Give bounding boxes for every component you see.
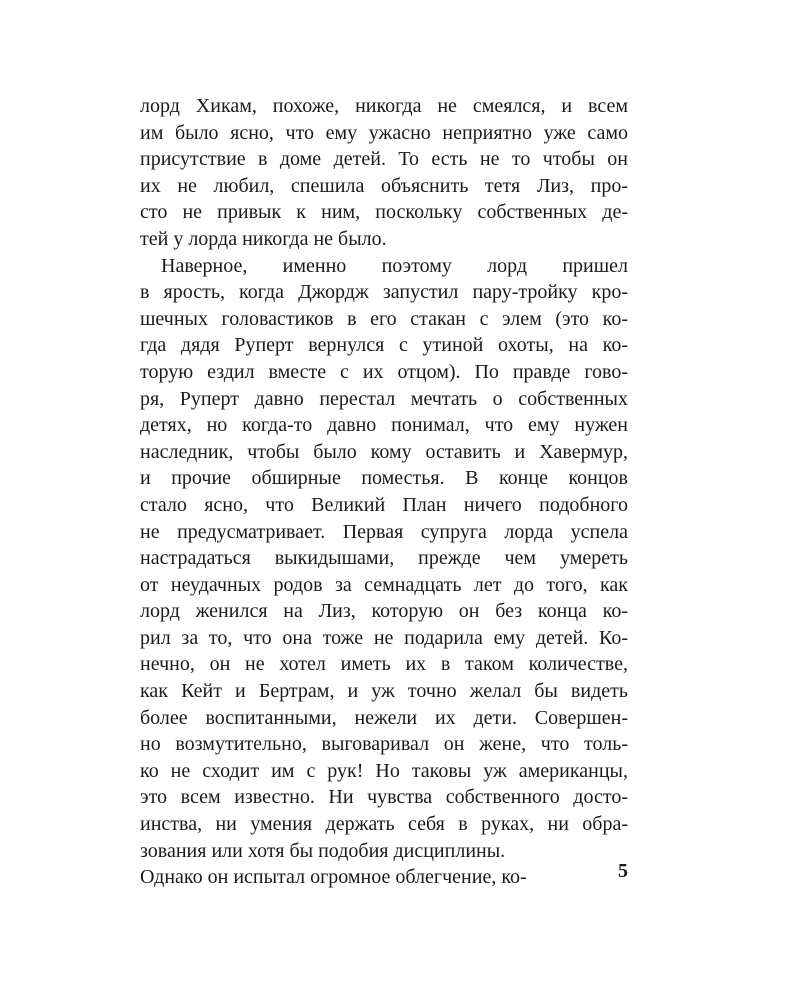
text-line: зования или хотя бы подобия дисциплины. xyxy=(140,839,506,862)
text-line: детях, но когда-то давно понимал, что ему нужен xyxy=(140,414,628,437)
text-line: от неудачных родов за семнадцать лет до того, как xyxy=(140,573,628,596)
paragraph-3 xyxy=(140,864,628,891)
text-line: сто не привык к ним, поскольку собственных де- xyxy=(140,201,628,224)
text-line: в ярость, когда Джордж запустил пару-тройку кро- xyxy=(140,281,628,304)
text-line: ко не сходит им с рук! Но таковы уж американцы, xyxy=(140,759,628,782)
text-line: шечных головастиков в его стакан с элем (это ко- xyxy=(140,307,628,330)
text-line: рил за то, что она тоже не подарила ему детей. Ко- xyxy=(140,626,628,649)
text-line: Однако он испытал огромное облегчение, ко- xyxy=(140,866,527,889)
body-text xyxy=(140,93,628,891)
text-line: нечно, он не хотел иметь их в таком количестве, xyxy=(140,653,628,676)
text-line: настрадаться выкидышами, прежде чем умереть xyxy=(140,547,628,570)
text-line: наследник, чтобы было кому оставить и Хавермур, xyxy=(140,440,628,463)
text-line: не предусматривает. Первая супруга лорда успела xyxy=(140,520,628,543)
text-line: стало ясно, что Великий План ничего подобного xyxy=(140,493,628,516)
page-number: 5 xyxy=(618,860,628,882)
text-line: Наверное, именно поэтому лорд пришел xyxy=(161,254,628,277)
text-line: лорд женился на Лиз, которую он без конца ко- xyxy=(140,600,628,623)
text-line: и прочие обширные поместья. В конце концов xyxy=(140,467,628,490)
text-line: но возмутительно, выговаривал он жене, что толь- xyxy=(140,733,628,756)
text-line: ря, Руперт давно перестал мечтать о собственных xyxy=(140,387,628,410)
paragraph-1 xyxy=(140,93,628,253)
text-line: как Кейт и Бертрам, и уж точно желал бы видеть xyxy=(140,680,628,703)
text-line: это всем известно. Ни чувства собственного досто- xyxy=(140,786,628,809)
paragraph-2 xyxy=(140,253,628,865)
text-line: торую ездил вместе с их отцом). По правде гово- xyxy=(140,360,628,383)
text-line: более воспитанными, нежели их дети. Совершен- xyxy=(140,706,628,729)
text-line: инства, ни умения держать себя в руках, ни обра- xyxy=(140,813,628,836)
text-line: гда дядя Руперт вернулся с утиной охоты, на ко- xyxy=(140,334,628,357)
text-line: присутствие в доме детей. То есть не то чтобы он xyxy=(140,148,628,171)
text-line: тей у лорда никогда не было. xyxy=(140,227,387,250)
text-line: им было ясно, что ему ужасно неприятно уже само xyxy=(140,121,628,144)
text-line: их не любил, спешила объяснить тетя Лиз, про- xyxy=(140,174,628,197)
text-line: лорд Хикам, похоже, никогда не смеялся, и всем xyxy=(140,95,628,117)
